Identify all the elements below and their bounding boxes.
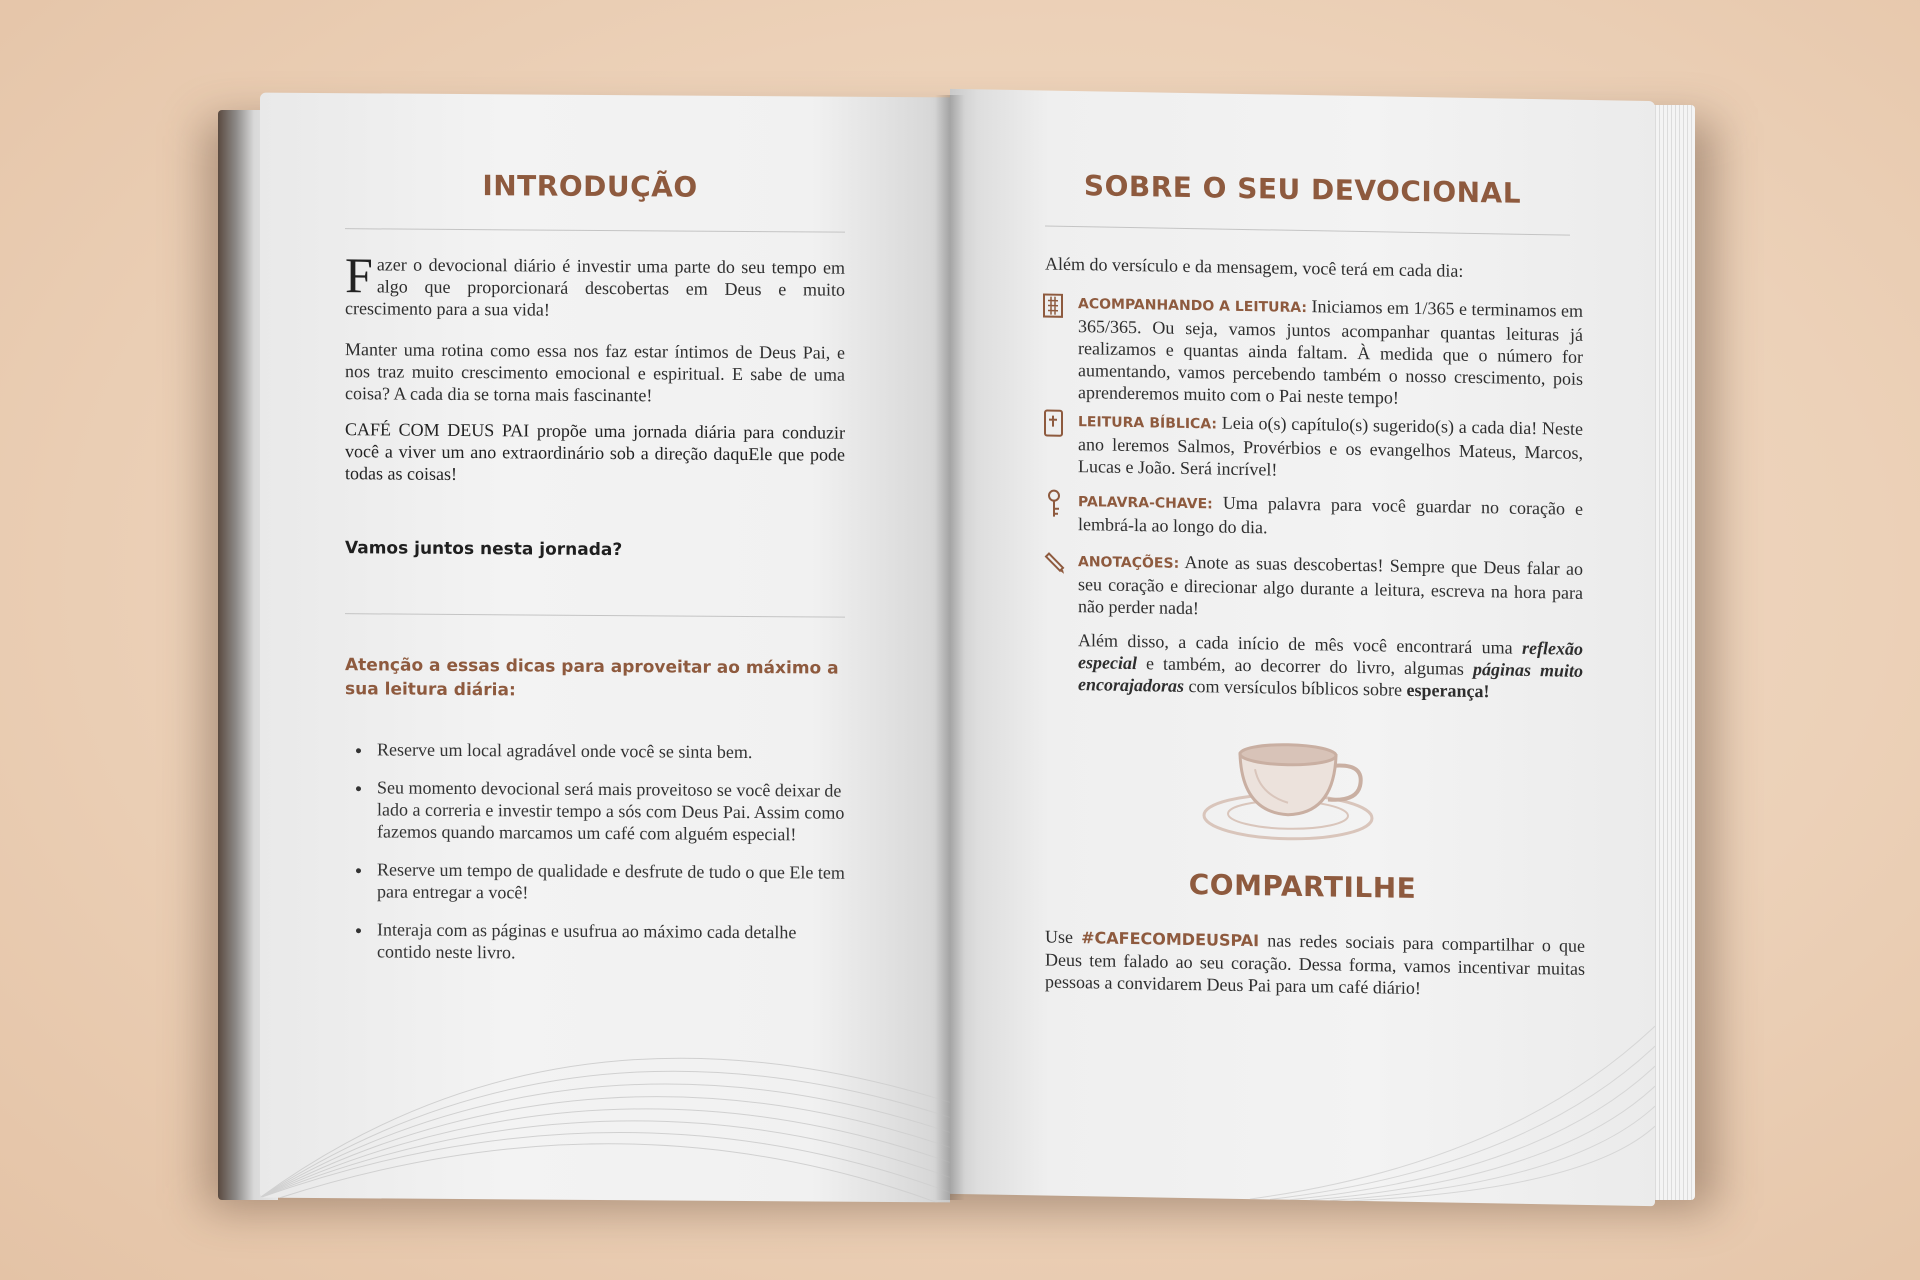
feature-label: ANOTAÇÕES: bbox=[1078, 554, 1180, 572]
tip-item: • Reserve um local agradável onde você se sinta bem. bbox=[373, 738, 853, 763]
title-divider bbox=[345, 228, 845, 232]
feature-text: Uma palavra para você guardar no coração e lembrá-la ao longo do dia. bbox=[1078, 492, 1584, 538]
share-title: COMPARTILHE bbox=[1188, 868, 1417, 905]
coffee-cup-icon bbox=[1200, 733, 1380, 846]
feature-keyword bbox=[1078, 489, 1583, 544]
book-gutter bbox=[935, 95, 965, 1200]
tip-item: • Interaja com as páginas e usufrua ao máximo cada detalhe contido neste livro. bbox=[373, 918, 853, 965]
pencil-icon bbox=[1042, 548, 1066, 578]
feature-bible-reading bbox=[1078, 409, 1583, 486]
left-page bbox=[260, 93, 950, 1203]
title-divider bbox=[1045, 226, 1570, 236]
intro-paragraph-3: CAFÉ COM DEUS PAI propõe uma jornada diária para conduzir você a viver um ano extraordinário sob a direção daquEle que pode todas as coisas! bbox=[345, 419, 845, 484]
intro-title: INTRODUÇÃO bbox=[482, 169, 698, 204]
feature-text: Leia o(s) capítulo(s) sugerido(s) a cada dia! Neste ano leremos Salmos, Provérbios e os evangelhos Mateus, Marcos, Lucas e João. Será incrível! bbox=[1078, 412, 1583, 480]
feature-text: Iniciamos em 1/365 e terminamos em 365/365. Ou seja, vamos juntos acompanhar quantas leituras já realizamos e quantas ainda faltam. À medida que o número for aumentando, vamos percebendo também o nosso crescimento, pois aprenderemos muito com o Pai neste tempo! bbox=[1078, 296, 1583, 408]
key-icon bbox=[1042, 488, 1066, 518]
devotional-title: SOBRE O SEU DEVOCIONAL bbox=[1083, 169, 1522, 210]
share-paragraph: Use #CAFECOMDEUSPAI nas redes sociais para compartilhar o que Deus tem falado ao seu coração. Dessa forma, vamos incentivar muitas pessoas a convidarem Deus Pai para um café diário! bbox=[1045, 926, 1585, 999]
encouraging-pages-text: páginas muito encorajadoras bbox=[1078, 658, 1583, 696]
feature-reading-progress bbox=[1078, 291, 1583, 412]
tips-heading: Atenção a essas dicas para aproveitar ao máximo a sua leitura diária: bbox=[345, 655, 839, 701]
tip-item: • Reserve um tempo de qualidade e desfrute de tudo o que Ele tem para entregar a você! bbox=[373, 858, 853, 905]
right-page bbox=[950, 89, 1655, 1206]
special-reflection-text: reflexão especial bbox=[1078, 637, 1583, 674]
drop-cap: F bbox=[345, 247, 373, 304]
extra-paragraph: Além disso, a cada início de mês você encontrará uma reflexão especial e também, ao decorrer do livro, algumas páginas muito encorajadoras com versículos bíblicos sobre esperança! bbox=[1078, 630, 1583, 702]
page-decoration-curves bbox=[260, 958, 950, 1203]
tips-list bbox=[345, 738, 853, 982]
intro-paragraph-1: F azer o devocional diário é investir uma parte do seu tempo em algo que proporcionará descobertas em Deus e muito crescimento para a sua vida! bbox=[345, 247, 845, 320]
calendar-icon bbox=[1042, 290, 1066, 320]
bible-icon bbox=[1042, 408, 1066, 438]
journey-question: Vamos juntos nesta jornada? bbox=[345, 538, 623, 561]
tip-item: • Seu momento devocional será mais proveitoso se você deixar de lado a correria e investir tempo a sós com Deus Pai. Assim como fazemos quando marcamos um café com alguém especial! bbox=[373, 776, 853, 845]
feature-label: LEITURA BÍBLICA: bbox=[1078, 414, 1218, 433]
page-decoration-curves bbox=[950, 994, 1655, 1206]
feature-label: PALAVRA-CHAVE: bbox=[1078, 494, 1213, 513]
feature-notes bbox=[1078, 549, 1583, 626]
feature-text: Anote as suas descobertas! Sempre que Deus falar ao seu coração e direcionar algo durante a leitura, escreva na hora para não perder nada! bbox=[1078, 551, 1583, 619]
feature-label: ACOMPANHANDO A LEITURA: bbox=[1078, 296, 1307, 317]
section-divider bbox=[345, 613, 845, 617]
intro-paragraph-2: Manter uma rotina como essa nos faz estar íntimos de Deus Pai, e nos traz muito crescimento emocional e espiritual. E sabe de uma coisa? A cada dia se torna mais fascinante! bbox=[345, 339, 845, 406]
hope-text: esperança! bbox=[1406, 679, 1490, 702]
hashtag-text: #CAFECOMDEUSPAI bbox=[1081, 928, 1260, 951]
devotional-intro: Além do versículo e da mensagem, você terá em cada dia: bbox=[1045, 253, 1464, 281]
